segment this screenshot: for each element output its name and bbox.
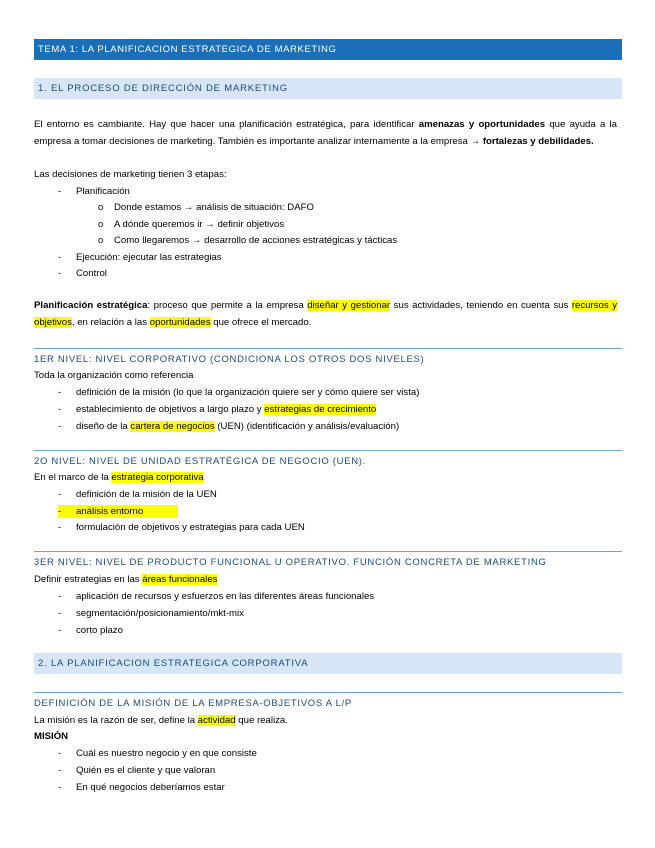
list-item: A dónde queremos ir → definir objetivos [114, 219, 285, 230]
list-item: aplicación de recursos y esfuerzos en las diferentes áreas funcionales [76, 591, 375, 602]
list-item: Quién es el cliente y que valoran [76, 765, 216, 776]
level3-intro: Definir estrategias en las áreas funcionales [34, 574, 218, 585]
mission-label: MISIÓN [34, 731, 69, 742]
list-bullet: o [98, 219, 104, 230]
list-bullet: - [58, 387, 62, 398]
list-item: formulación de objetivos y estrategias para cada UEN [76, 522, 305, 533]
list-bullet: o [98, 235, 104, 246]
list-bullet: - [58, 186, 62, 197]
list-item: Donde estamos → análisis de situación: DAFO [114, 202, 314, 213]
list-bullet: - [58, 506, 62, 517]
level2-intro: En el marco de la estrategia corporativa [34, 472, 204, 483]
stages-intro: Las decisiones de marketing tienen 3 etapas: [34, 169, 227, 180]
list-bullet: - [58, 489, 62, 500]
list-item: definición de la misión de la UEN [76, 489, 217, 500]
section-heading-corporativa: 2. LA PLANIFICACION ESTRATEGICA CORPORATIVA [34, 653, 622, 674]
list-item: definición de la misión (lo que la organización quiere ser y cómo quiere ser vista) [76, 387, 420, 398]
list-bullet: - [58, 421, 62, 432]
intro-paragraph: El entorno es cambiante. Hay que hacer una planificación estratégica, para identificar amenazas y oportunidades que ayuda a la empresa a tomar decisiones de marketing. También es importante analizar internamente a la empresa → fortalezas y debilidades. [34, 119, 617, 147]
list-item: Control [76, 268, 107, 279]
list-item: En qué negocios deberíamos estar [76, 782, 225, 793]
list-bullet: - [58, 591, 62, 602]
list-item: Como llegaremos → desarrollo de acciones estratégicas y tácticas [114, 235, 398, 246]
list-item: corto plazo [76, 625, 123, 636]
heading-level-3: 3ER NIVEL: NIVEL DE PRODUCTO FUNCIONAL U OPERATIVO. FUNCIÓN CONCRETA DE MARKETING [34, 551, 622, 568]
list-item: Cuál es nuestro negocio y en que consiste [76, 748, 257, 759]
heading-level-1: 1ER NIVEL: NIVEL CORPORATIVO (CONDICIONA LOS OTROS DOS NIVELES) [34, 348, 622, 365]
mission-intro: La misión es la razón de ser, define la actividad que realiza. [34, 715, 288, 726]
heading-level-2: 2O NIVEL: NIVEL DE UNIDAD ESTRATÉGICA DE NEGOCIO (UEN). [34, 450, 622, 467]
list-bullet: - [58, 404, 62, 415]
list-bullet: - [58, 765, 62, 776]
list-bullet: - [58, 522, 62, 533]
list-item: segmentación/posicionamiento/mkt-mix [76, 608, 244, 619]
list-item: Planificación [76, 186, 130, 197]
heading-mission: DEFINICIÓN DE LA MISIÓN DE LA EMPRESA-OBJETIVOS A L/P [34, 692, 622, 709]
document-title: TEMA 1: LA PLANIFICACION ESTRATEGICA DE MARKETING [34, 39, 622, 60]
list-item: diseño de la cartera de negocios (UEN) (identificación y análisis/evaluación) [76, 421, 400, 432]
list-bullet: - [58, 252, 62, 263]
list-bullet: - [58, 782, 62, 793]
planning-definition: Planificación estratégica: proceso que permite a la empresa diseñar y gestionar sus actividades, teniendo en cuenta sus recursos y objetivos, en relación a las oportunidades que ofrece el mercado. [34, 300, 618, 328]
list-bullet: - [58, 608, 62, 619]
list-bullet: - [58, 268, 62, 279]
list-bullet: o [98, 202, 104, 213]
list-item: establecimiento de objetivos a largo plazo y estrategias de crecimiento [76, 404, 377, 415]
list-bullet: - [58, 625, 62, 636]
list-item: análisis entorno [76, 506, 144, 517]
list-item: Ejecución: ejecutar las estrategias [76, 252, 222, 263]
list-bullet: - [58, 748, 62, 759]
level1-intro: Toda la organización como referencia [34, 370, 194, 381]
section-heading-direccion: 1. EL PROCESO DE DIRECCIÓN DE MARKETING [34, 78, 622, 99]
